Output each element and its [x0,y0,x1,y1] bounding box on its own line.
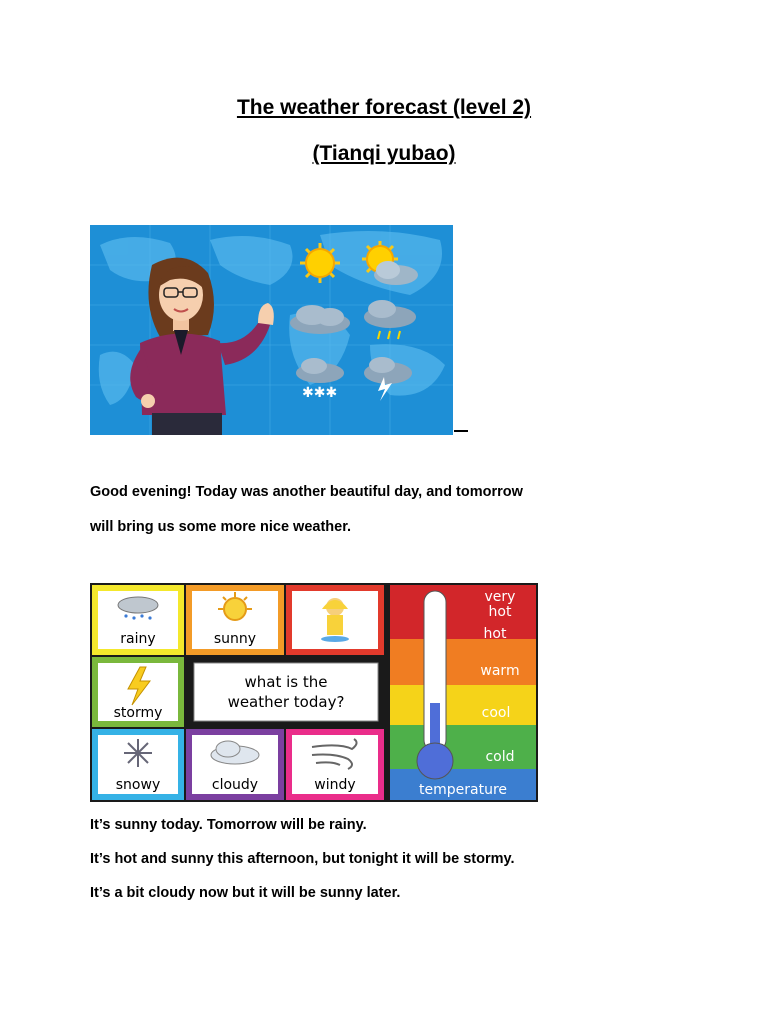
card-sunny [186,585,284,655]
card-snowy [92,729,184,800]
sun-icon [300,243,340,283]
page-subtitle: (Tianqi yubao) [312,142,456,165]
temp-hot: hot [483,626,507,642]
weather-presenter-illustration [90,225,453,435]
question-line-1: what is the [244,673,328,691]
temp-warm: warm [480,663,520,679]
card-label: stormy [113,705,163,721]
card-cloudy [186,729,284,800]
intro-line-2: will bring us some more nice weather. [90,519,352,535]
card-windy [286,729,384,800]
temp-very-line-2: hot [488,604,512,620]
sentence-3: It’s a bit cloudy now but it will be sunny later. [90,885,401,901]
thermometer-panel [390,585,536,800]
card-stormy [92,657,184,727]
question-line-2: weather today? [227,693,345,711]
card-label: sunny [213,631,257,647]
card-label: rainy [120,631,156,647]
page-title: The weather forecast (level 2) [236,96,532,119]
text-underscore [454,430,468,432]
card-label: cloudy [211,777,259,793]
card-label: snowy [115,777,161,793]
card-rainy [92,585,184,655]
temp-caption: temperature [419,782,507,798]
temp-cold: cold [485,749,515,765]
card-label: windy [314,777,356,793]
weather-chart [90,583,538,802]
temp-very-line-1: very [484,589,516,605]
intro-line-1: Good evening! Today was another beautiful day, and tomorrow [90,484,523,500]
temp-cool: cool [481,705,511,721]
sentence-2: It’s hot and sunny this afternoon, but tonight it will be stormy. [90,851,515,867]
card-question [186,657,384,727]
card-rainy-child [286,585,384,655]
sentence-1: It’s sunny today. Tomorrow will be rainy. [90,817,367,833]
svg-text:✱✱✱: ✱✱✱ [302,385,338,401]
